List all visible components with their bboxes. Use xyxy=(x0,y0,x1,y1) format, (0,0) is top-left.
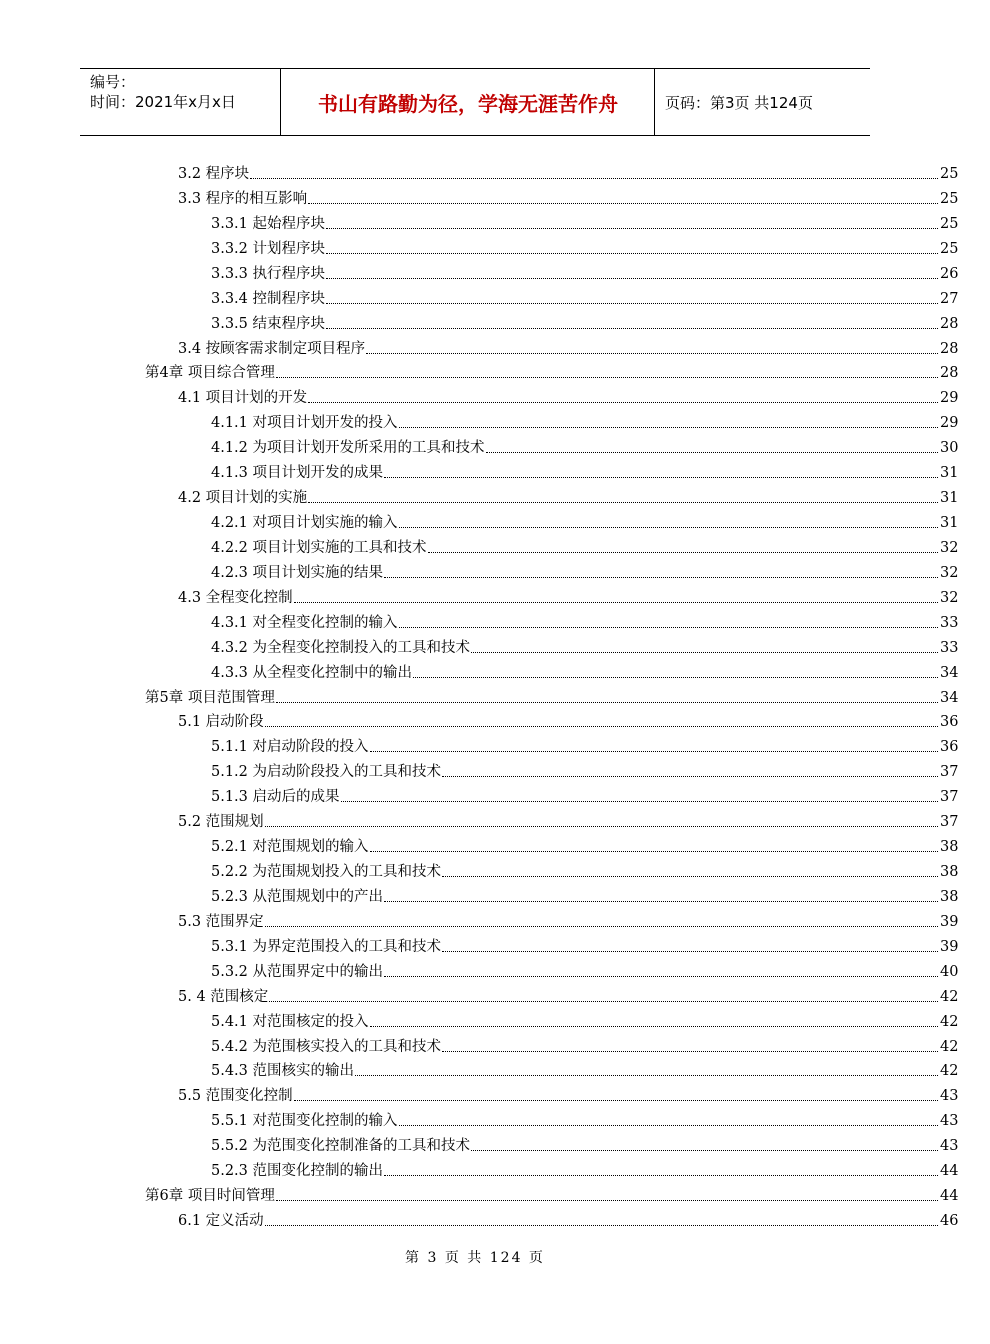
toc-entry-title: 5.2 范围规划 xyxy=(178,814,264,831)
toc-dot-leader xyxy=(341,800,938,802)
toc-dot-leader xyxy=(355,1074,938,1076)
toc-dot-leader xyxy=(370,850,938,852)
toc-entry-page: 25 xyxy=(940,240,959,257)
toc-entry-page: 25 xyxy=(940,190,959,207)
toc-entry-title: 5.3.2 从范围界定中的输出 xyxy=(211,963,384,980)
toc-dot-leader xyxy=(308,501,938,503)
toc-entry-title: 5.4.3 范围核实的输出 xyxy=(211,1063,355,1080)
toc-entry[interactable] xyxy=(0,1008,990,1032)
toc-entry-page: 40 xyxy=(940,963,959,980)
header-page-info: 页码：第3页 共124页 xyxy=(665,93,813,112)
toc-entry-title: 第4章 项目综合管理 xyxy=(145,365,275,382)
toc-entry-title: 5.3 范围界定 xyxy=(178,913,264,930)
toc-entry-title: 5. 4 范围核定 xyxy=(178,988,269,1005)
toc-entry-title: 4.2.1 对项目计划实施的输入 xyxy=(211,515,398,532)
toc-entry[interactable] xyxy=(0,1207,990,1231)
toc-entry-page: 28 xyxy=(940,340,959,357)
toc-entry[interactable] xyxy=(0,684,990,708)
toc-dot-leader xyxy=(442,950,938,952)
toc-entry[interactable] xyxy=(0,584,990,608)
toc-entry-title: 3.2 程序块 xyxy=(178,166,250,182)
toc-dot-leader xyxy=(442,875,938,877)
toc-entry-title: 4.1.1 对项目计划开发的投入 xyxy=(211,415,398,432)
toc-entry-title: 5.2.3 范围变化控制的输出 xyxy=(211,1163,384,1180)
page-footer: 第 3 页 共 124 页 xyxy=(405,1250,545,1266)
toc-entry-page: 33 xyxy=(940,639,959,656)
toc-entry-page: 34 xyxy=(940,689,959,706)
toc-entry-title: 3.4 按顾客需求制定项目程序 xyxy=(178,340,366,357)
toc-dot-leader xyxy=(384,1174,938,1176)
toc-dot-leader xyxy=(308,202,938,204)
toc-entry[interactable] xyxy=(0,983,990,1007)
toc-dot-leader xyxy=(384,476,938,478)
toc-entry[interactable] xyxy=(0,933,990,957)
toc-dot-leader xyxy=(384,900,938,902)
toc-entry-title: 5.1.2 为启动阶段投入的工具和技术 xyxy=(211,764,442,781)
toc-entry-page: 29 xyxy=(940,390,959,407)
toc-entry[interactable] xyxy=(0,833,990,857)
toc-dot-leader xyxy=(250,177,938,179)
toc-dot-leader xyxy=(265,925,938,927)
toc-entry[interactable] xyxy=(0,210,990,234)
toc-entry-title: 5.4.2 为范围核实投入的工具和技术 xyxy=(211,1038,442,1055)
toc-entry-page: 32 xyxy=(940,564,959,581)
toc-entry-title: 3.3.4 控制程序块 xyxy=(211,290,326,307)
toc-entry-page: 25 xyxy=(940,166,959,182)
toc-entry-page: 34 xyxy=(940,664,959,681)
toc-entry-title: 3.3 程序的相互影响 xyxy=(178,190,308,207)
toc-entry-title: 5.2.3 从范围规划中的产出 xyxy=(211,888,384,905)
toc-entry-title: 4.2.3 项目计划实施的结果 xyxy=(211,564,384,581)
toc-entry[interactable] xyxy=(0,359,990,383)
toc-dot-leader xyxy=(326,252,938,254)
toc-entry-page: 28 xyxy=(940,365,959,382)
toc-entry[interactable] xyxy=(0,160,990,184)
toc-entry-page: 28 xyxy=(940,315,959,332)
toc-entry[interactable] xyxy=(0,235,990,259)
toc-dot-leader xyxy=(265,725,938,727)
toc-entry-page: 27 xyxy=(940,290,959,307)
toc-entry[interactable] xyxy=(0,559,990,583)
toc-dot-leader xyxy=(366,352,938,354)
toc-entry-page: 26 xyxy=(940,265,959,282)
toc-entry-page: 32 xyxy=(940,589,959,606)
toc-entry-page: 39 xyxy=(940,913,959,930)
toc-entry-page: 37 xyxy=(940,814,959,831)
toc-entry[interactable] xyxy=(0,185,990,209)
toc-entry-page: 31 xyxy=(940,490,959,507)
toc-dot-leader xyxy=(471,1149,938,1151)
toc-entry-title: 4.3.1 对全程变化控制的输入 xyxy=(211,614,398,631)
toc-entry[interactable] xyxy=(0,659,990,683)
toc-dot-leader xyxy=(399,626,938,628)
toc-entry-page: 38 xyxy=(940,888,959,905)
toc-entry[interactable] xyxy=(0,484,990,508)
toc-entry[interactable] xyxy=(0,310,990,334)
toc-dot-leader xyxy=(326,277,938,279)
toc-entry[interactable] xyxy=(0,783,990,807)
toc-entry-page: 32 xyxy=(940,539,959,556)
toc-entry-title: 第6章 项目时间管理 xyxy=(145,1188,275,1205)
toc-entry-page: 42 xyxy=(940,1013,959,1030)
toc-entry-page: 31 xyxy=(940,515,959,532)
toc-dot-leader xyxy=(326,327,938,329)
toc-entry-title: 5.3.1 为界定范围投入的工具和技术 xyxy=(211,938,442,955)
toc-entry-page: 38 xyxy=(940,864,959,881)
toc-entry-title: 4.3 全程变化控制 xyxy=(178,589,293,606)
toc-entry[interactable] xyxy=(0,409,990,433)
toc-entry-title: 3.3.3 执行程序块 xyxy=(211,265,326,282)
toc-entry-title: 4.3.3 从全程变化控制中的输出 xyxy=(211,664,413,681)
toc-entry[interactable] xyxy=(0,908,990,932)
toc-entry-title: 5.5 范围变化控制 xyxy=(178,1088,293,1105)
toc-entry-page: 29 xyxy=(940,415,959,432)
toc-entry[interactable] xyxy=(0,883,990,907)
toc-dot-leader xyxy=(276,376,938,378)
toc-entry-title: 5.4.1 对范围核定的投入 xyxy=(211,1013,369,1030)
toc-entry-page: 44 xyxy=(940,1188,959,1205)
toc-dot-leader xyxy=(428,551,938,553)
toc-entry[interactable] xyxy=(0,1033,990,1057)
toc-entry-page: 44 xyxy=(940,1163,959,1180)
toc-dot-leader xyxy=(326,227,938,229)
toc-entry-title: 4.1.2 为项目计划开发所采用的工具和技术 xyxy=(211,440,485,457)
toc-entry[interactable] xyxy=(0,1082,990,1106)
toc-entry-page: 46 xyxy=(940,1213,959,1230)
toc-entry-page: 37 xyxy=(940,764,959,781)
toc-dot-leader xyxy=(384,576,938,578)
toc-dot-leader xyxy=(399,526,938,528)
toc-entry-title: 5.2.1 对范围规划的输入 xyxy=(211,839,369,856)
toc-dot-leader xyxy=(471,651,938,653)
toc-dot-leader xyxy=(265,1224,938,1226)
toc-dot-leader xyxy=(442,775,938,777)
toc-entry-title: 5.5.1 对范围变化控制的输入 xyxy=(211,1113,398,1130)
toc-entry[interactable] xyxy=(0,260,990,284)
toc-entry-page: 43 xyxy=(940,1113,959,1130)
toc-entry-page: 31 xyxy=(940,465,959,482)
toc-entry-page: 39 xyxy=(940,938,959,955)
toc-entry[interactable] xyxy=(0,634,990,658)
toc-dot-leader xyxy=(265,825,938,827)
toc-entry-page: 42 xyxy=(940,1038,959,1055)
toc-entry-page: 42 xyxy=(940,988,959,1005)
toc-entry[interactable] xyxy=(0,1157,990,1181)
toc-entry-page: 43 xyxy=(940,1088,959,1105)
toc-entry[interactable] xyxy=(0,1132,990,1156)
toc-entry-title: 3.3.1 起始程序块 xyxy=(211,215,326,232)
toc-entry[interactable] xyxy=(0,285,990,309)
toc-entry[interactable] xyxy=(0,434,990,458)
toc-entry-title: 5.1.1 对启动阶段的投入 xyxy=(211,739,369,756)
toc-entry[interactable] xyxy=(0,609,990,633)
toc-entry-page: 30 xyxy=(940,440,959,457)
toc-dot-leader xyxy=(276,701,938,703)
toc-dot-leader xyxy=(276,1199,938,1201)
toc-entry-title: 5.1 启动阶段 xyxy=(178,714,264,731)
toc-dot-leader xyxy=(399,426,938,428)
toc-entry[interactable] xyxy=(0,509,990,533)
toc-entry-title: 3.3.2 计划程序块 xyxy=(211,240,326,257)
toc-entry-page: 43 xyxy=(940,1138,959,1155)
toc-entry[interactable] xyxy=(0,1107,990,1131)
toc-dot-leader xyxy=(413,676,938,678)
toc-entry[interactable] xyxy=(0,958,990,982)
toc-entry-page: 36 xyxy=(940,739,959,756)
toc-entry-title: 第5章 项目范围管理 xyxy=(145,689,275,706)
header-meta xyxy=(80,69,281,135)
toc-dot-leader xyxy=(326,302,938,304)
toc-dot-leader xyxy=(370,750,938,752)
toc-entry[interactable] xyxy=(0,808,990,832)
toc-entry-page: 37 xyxy=(940,789,959,806)
toc-entry-title: 4.3.2 为全程变化控制投入的工具和技术 xyxy=(211,639,471,656)
toc-entry[interactable] xyxy=(0,733,990,757)
toc-dot-leader xyxy=(308,401,938,403)
toc-entry-title: 6.1 定义活动 xyxy=(178,1213,264,1230)
toc-entry-title: 4.1 项目计划的开发 xyxy=(178,390,308,407)
toc-entry-title: 4.2.2 项目计划实施的工具和技术 xyxy=(211,539,427,556)
toc-entry-title: 3.3.5 结束程序块 xyxy=(211,315,326,332)
toc-dot-leader xyxy=(486,451,938,453)
toc-entry-page: 38 xyxy=(940,839,959,856)
toc-dot-leader xyxy=(442,1050,938,1052)
toc-entry-title: 4.2 项目计划的实施 xyxy=(178,490,308,507)
toc-dot-leader xyxy=(294,1099,938,1101)
toc-dot-leader xyxy=(384,975,938,977)
toc-entry-title: 5.1.3 启动后的成果 xyxy=(211,789,340,806)
header-motto: 书山有路勤为径，学海无涯苦作舟 xyxy=(282,69,655,135)
toc-entry-title: 5.2.2 为范围规划投入的工具和技术 xyxy=(211,864,442,881)
toc-entry-title: 5.5.2 为范围变化控制准备的工具和技术 xyxy=(211,1138,471,1155)
toc-entry[interactable] xyxy=(0,858,990,882)
toc-entry[interactable] xyxy=(0,335,990,359)
toc-entry[interactable] xyxy=(0,534,990,558)
toc-dot-leader xyxy=(269,1000,938,1002)
page-header xyxy=(80,68,870,136)
toc-entry[interactable] xyxy=(0,1057,990,1081)
toc-entry-page: 36 xyxy=(940,714,959,731)
toc-entry-page: 33 xyxy=(940,614,959,631)
number-label: 编号： xyxy=(90,73,136,91)
toc-entry-title: 4.1.3 项目计划开发的成果 xyxy=(211,465,384,482)
toc-entry[interactable] xyxy=(0,384,990,408)
toc-dot-leader xyxy=(294,601,938,603)
toc-entry[interactable] xyxy=(0,459,990,483)
time-label: 时间：2021年x月x日 xyxy=(90,93,236,111)
toc-entry[interactable] xyxy=(0,708,990,732)
toc-dot-leader xyxy=(399,1124,938,1126)
toc-entry[interactable] xyxy=(0,1182,990,1206)
toc-entry[interactable] xyxy=(0,758,990,782)
toc-entry-page: 25 xyxy=(940,215,959,232)
toc-entry-page: 42 xyxy=(940,1063,959,1080)
toc-dot-leader xyxy=(370,1025,938,1027)
